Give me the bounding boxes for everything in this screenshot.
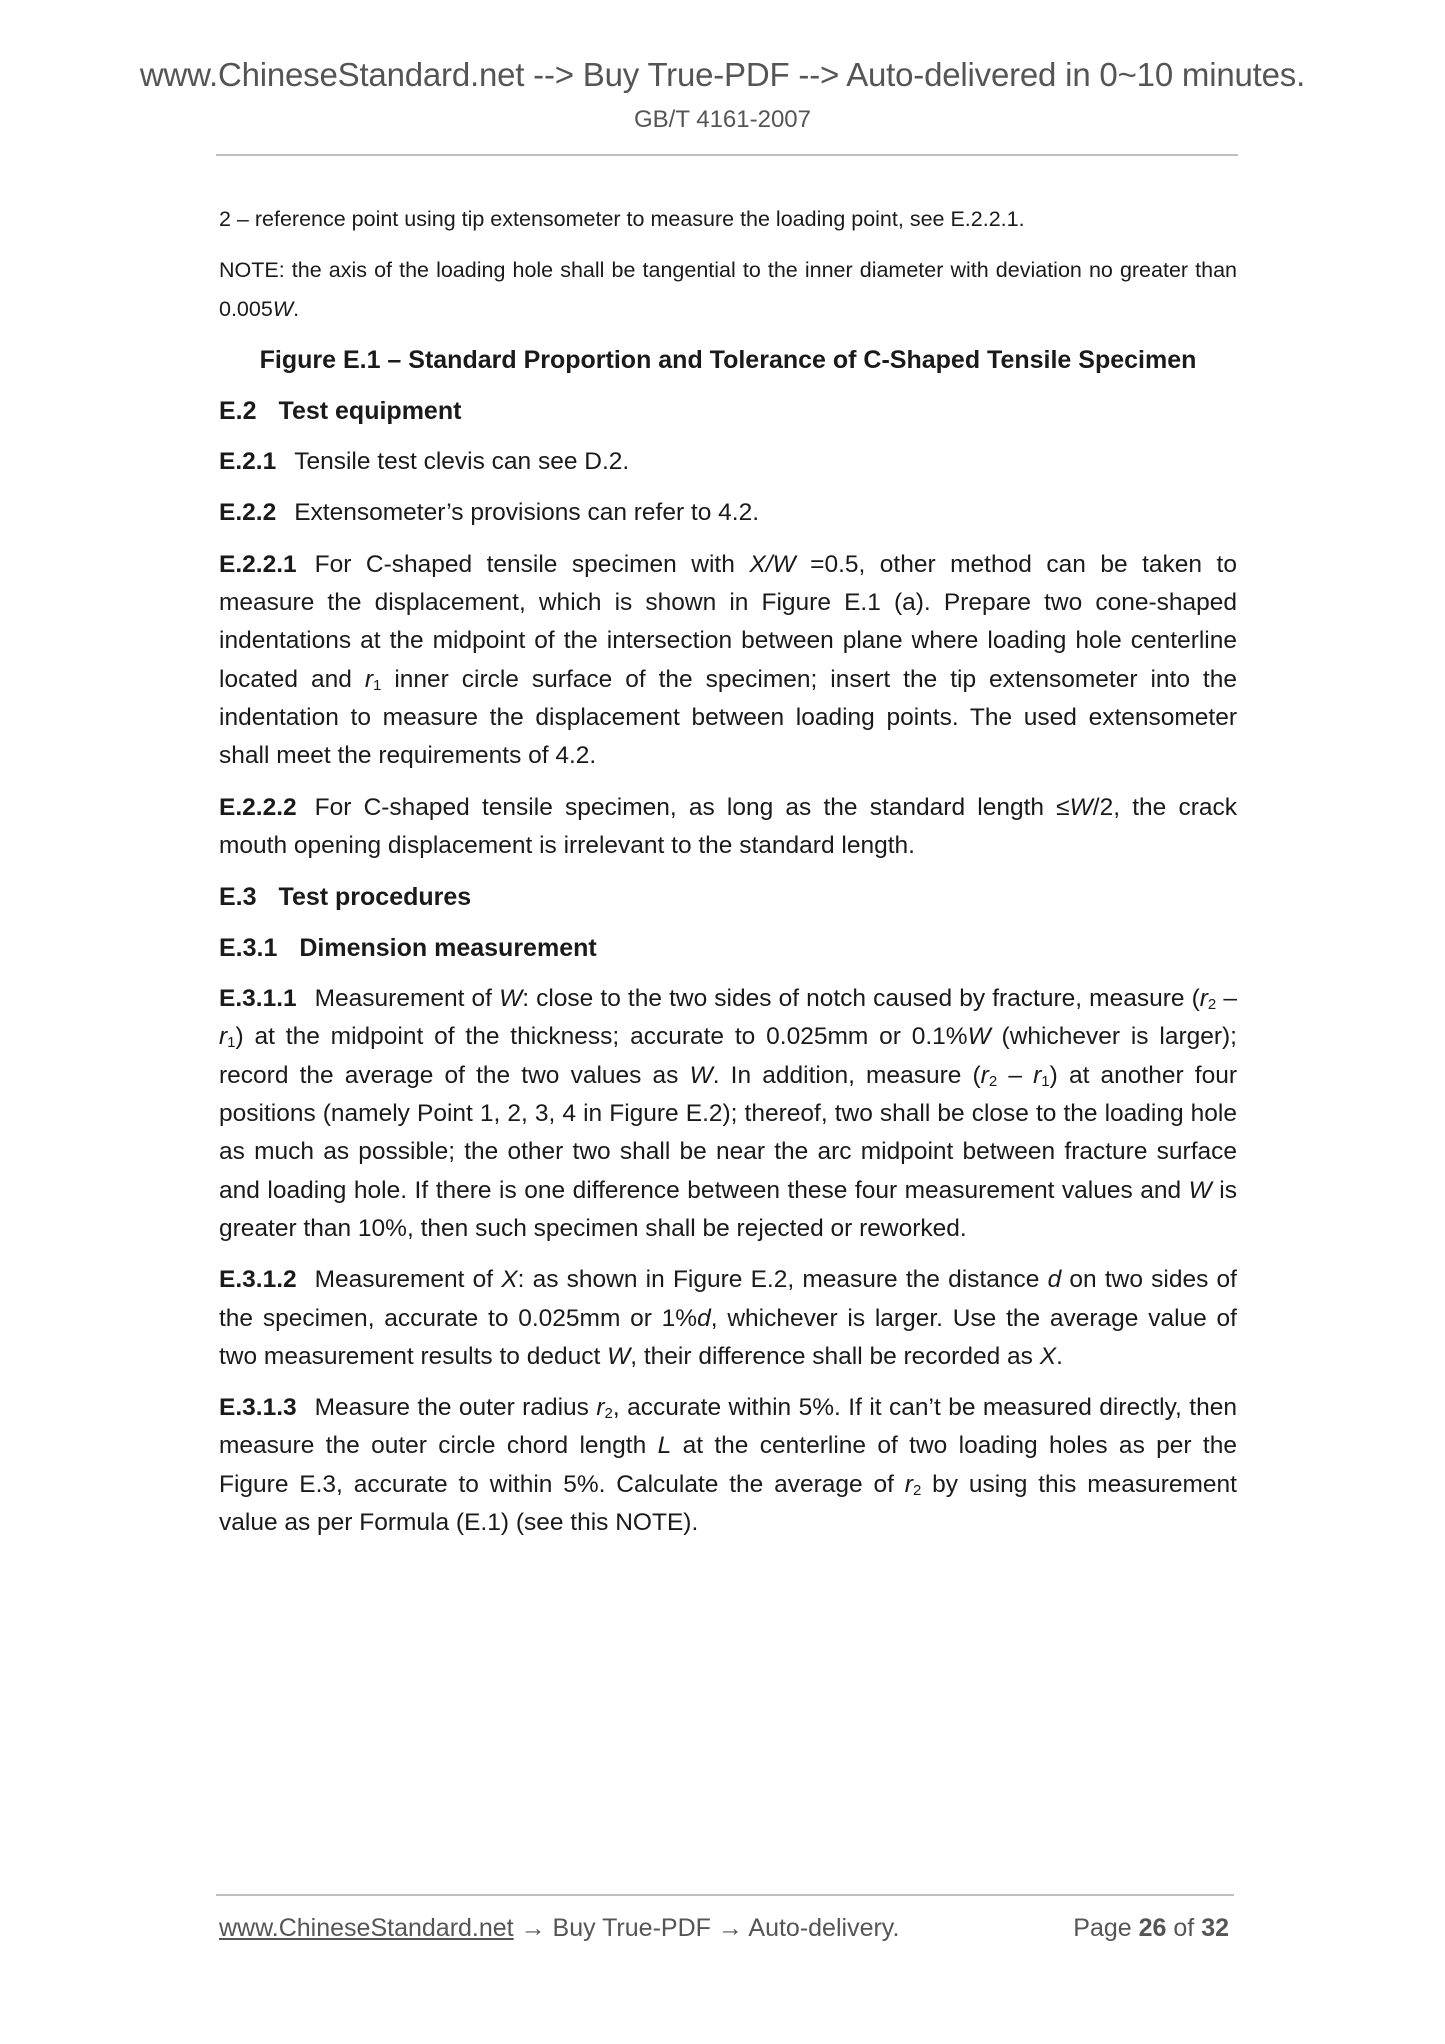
clause-number: E.2.1 <box>219 448 277 476</box>
var-d: d <box>1047 1266 1062 1294</box>
page-label: Page <box>1073 1914 1139 1942</box>
clause-text: inner circle surface of the specimen; insert the tip extensometer into the indentation to measure the displacement between loading points. The used extensometer shall meet the requirements of 4.2. <box>219 665 1237 770</box>
section-title: Dimension measurement <box>299 934 597 963</box>
clause-e313 <box>219 1389 1237 1542</box>
var-x: X <box>501 1266 518 1294</box>
var-w: W <box>772 550 796 578</box>
var-w: W <box>1069 793 1093 821</box>
page-current: 26 <box>1138 1914 1167 1942</box>
section-number: E.2 <box>219 397 257 426</box>
section-title: Test equipment <box>278 397 462 426</box>
var-r: r <box>219 1023 228 1051</box>
var-r: r <box>904 1470 913 1498</box>
clause-text: ) at the midpoint of the thickness; accurate to 0.025mm or 0.1% <box>235 1023 968 1051</box>
var-x: X <box>1039 1342 1057 1370</box>
clause-text: by using this measurement value as per Formula (E.1) (see this NOTE). <box>219 1470 1237 1537</box>
standard-code: GB/T 4161-2007 <box>633 106 811 133</box>
clause-text: Extensometer’s provisions can refer to 4.2. <box>294 499 760 527</box>
note-end: . <box>293 296 300 321</box>
clause-text: =0.5, other method can be taken to measure the displacement, which is shown in Figure E.1 (a). Prepare two cone-shaped indentations at the midpoint of the intersection between plane where loading hole centerline located and <box>219 550 1237 693</box>
clause-text: on two sides of the specimen, accurate to 0.025mm or 1% <box>219 1266 1237 1332</box>
clause-text: : as shown in Figure E.2, measure the distance <box>517 1266 1048 1294</box>
var-x: X <box>749 550 766 578</box>
subscript: 2 <box>604 1405 613 1423</box>
clause-text: , accurate within 5%. If it can’t be measured directly, then measure the outer circle chord length <box>219 1394 1237 1460</box>
var-w: W <box>689 1061 713 1089</box>
var-w: W <box>1188 1176 1212 1204</box>
clause-text: : close to the two sides of notch caused by fracture, measure ( <box>522 985 1200 1013</box>
of-label: of <box>1166 1914 1202 1942</box>
subscript: 1 <box>227 1034 236 1052</box>
var-r: r <box>364 665 373 693</box>
clause-e22 <box>219 494 1237 532</box>
var-l: L <box>657 1432 672 1460</box>
section-heading-e31 <box>219 929 1237 967</box>
clause-e21 <box>219 443 1237 481</box>
header-banner: www.ChineseStandard.net --> Buy True-PDF --> Auto-delivered in 0~10 minutes. <box>139 56 1306 93</box>
clause-number: E.2.2.1 <box>219 550 297 578</box>
subscript: 2 <box>1207 996 1217 1014</box>
clause-text: . In addition, measure ( <box>712 1061 981 1089</box>
clause-e311 <box>219 980 1237 1248</box>
clause-text: Measure the outer radius <box>314 1394 597 1422</box>
clause-number: E.3.1.1 <box>219 985 297 1013</box>
clause-text: For C-shaped tensile specimen, as long as the standard length ≤ <box>314 793 1070 821</box>
site-link[interactable]: www.ChineseStandard.net <box>219 1914 514 1942</box>
clause-text: Measurement of <box>314 985 500 1013</box>
clause-number: E.2.2 <box>219 499 277 527</box>
var-d: d <box>697 1304 711 1332</box>
clause-text: Measurement of <box>314 1266 502 1294</box>
page-total: 32 <box>1201 1914 1229 1942</box>
page-indicator <box>1073 1914 1229 1943</box>
section-number: E.3 <box>219 883 257 912</box>
clause-number: E.3.1.3 <box>219 1394 297 1422</box>
clause-text: at the centerline of two loading holes as per the Figure E.3, accurate to within 5%. Calculate the average of <box>219 1432 1237 1498</box>
section-heading-e2 <box>219 392 1237 430</box>
section-number: E.3.1 <box>219 934 278 963</box>
clause-text: . <box>1056 1342 1063 1370</box>
footer-left <box>219 1914 899 1943</box>
minus: – <box>1216 985 1237 1013</box>
header-divider <box>216 154 1238 156</box>
var-r: r <box>1033 1061 1042 1089</box>
var-w: W <box>607 1342 631 1370</box>
section-heading-e3 <box>219 878 1237 916</box>
minus: – <box>997 1061 1034 1089</box>
clause-number: E.2.2.2 <box>219 793 297 821</box>
slash: / <box>765 550 773 578</box>
clause-text: For C-shaped tensile specimen with <box>314 550 750 578</box>
figure-note <box>219 251 1237 328</box>
clause-text: /2, the crack mouth opening displacement is irrelevant to the standard length. <box>219 793 1237 859</box>
var-w: W <box>499 985 523 1013</box>
footer-tagline: → Buy True-PDF → Auto-delivery. <box>513 1914 900 1942</box>
var-w: W <box>967 1023 991 1051</box>
clause-text: ) at another four positions (namely Point 1, 2, 3, 4 in Figure E.2); thereof, two shall be close to the loading hole as much as possible; the other two shall be near the arc midpoint between fracture surface and loading hole. If there is one difference between these four measurement values and <box>219 1061 1238 1204</box>
clause-e221 <box>219 546 1237 776</box>
var-w: W <box>272 296 294 321</box>
subscript: 1 <box>373 676 382 694</box>
figure-key-item-2: 2 – reference point using tip extensometer to measure the loading point, see E.2.2.1. <box>219 207 1025 231</box>
var-r: r <box>980 1061 989 1089</box>
clause-number: E.3.1.2 <box>219 1266 297 1294</box>
page-content <box>219 200 1237 1542</box>
clause-text: , their difference shall be recorded as <box>630 1342 1040 1370</box>
subscript: 1 <box>1041 1072 1050 1090</box>
note-text: NOTE: the axis of the loading hole shall be tangential to the inner diameter with deviation no greater than 0.005 <box>219 258 1237 321</box>
subscript: 2 <box>912 1481 922 1499</box>
clause-text: Tensile test clevis can see D.2. <box>294 448 630 476</box>
clause-text: , whichever is larger. Use the average value of two measurement results to deduct <box>219 1304 1237 1370</box>
page-footer <box>219 1914 1229 1943</box>
clause-text: is greater than 10%, then such specimen shall be rejected or reworked. <box>219 1176 1238 1242</box>
clause-text: (whichever is larger); record the average of the two values as <box>219 1023 1237 1089</box>
var-r: r <box>1199 985 1208 1013</box>
subscript: 2 <box>988 1072 998 1090</box>
footer-divider <box>216 1894 1234 1896</box>
section-title: Test procedures <box>278 883 472 912</box>
figure-caption: Figure E.1 – Standard Proportion and Tolerance of C-Shaped Tensile Specimen <box>259 345 1197 374</box>
clause-e222 <box>219 789 1237 866</box>
var-r: r <box>596 1394 605 1422</box>
clause-e312 <box>219 1261 1237 1376</box>
